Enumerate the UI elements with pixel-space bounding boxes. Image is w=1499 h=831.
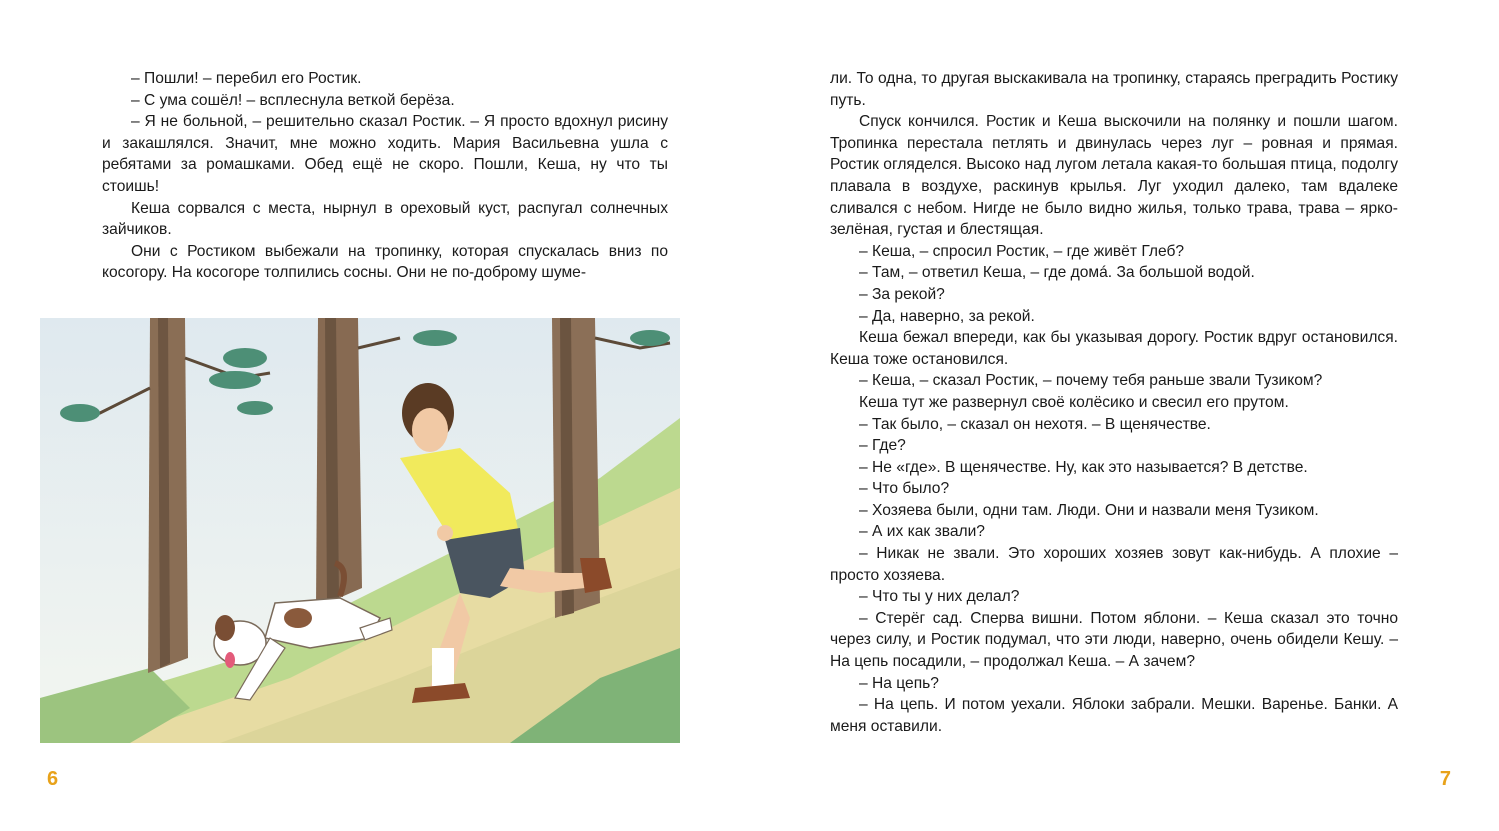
paragraph: – Никак не звали. Это хороших хозяев зовут как-нибудь. А плохие – просто хозяева. [830,545,1403,584]
paragraph: – Что было? [859,480,950,498]
left-page-text [102,68,673,284]
illustration-boy-and-dog-running [40,318,680,743]
page-number: 6 [47,768,59,790]
paragraph: – За рекой? [859,285,945,303]
right-page [750,0,1499,831]
paragraph: Они с Ростиком выбежали на тропинку, которая спускалась вниз по косогору. На косогоре толпились сосны. Они не по-доброму шуме- [102,242,673,282]
paragraph: – Где? [859,437,906,455]
paragraph: – Кеша, – спросил Ростик, – где живёт Глеб? [859,242,1185,260]
paragraph: Спуск кончился. Ростик и Кеша выскочили на полянку и пошли шагом. Тропинка перестала петлять и двинулась через луг – ровная и прямая. Ростик огляделся. Высоко над лугом летала какая-то большая птица, подолгу плавала в воздухе, раскинув крылья. Луг уходил далеко, там вдалеке сливался с небом. Нигде не было видно жилья, только трава, трава – ярко-зелёная, густая и блестящая. [830,113,1403,239]
left-page [0,0,749,831]
paragraph: – Там, – ответил Кеша, – где домá. За большой водой. [859,264,1255,282]
paragraph: ли. То одна, то другая выскакивала на тропинку, стараясь преградить Ростику путь. [830,70,1403,109]
paragraph: – На цепь. И потом уехали. Яблоки забрали. Мешки. Варенье. Банки. А меня оставили. [830,696,1403,735]
right-page-text [830,68,1403,737]
paragraph: – С ума сошёл! – всплеснула веткой берёза. [131,91,455,109]
paragraph: – Хозяева были, одни там. Люди. Они и назвали меня Тузиком. [859,501,1319,519]
page-number: 7 [1439,768,1451,790]
paragraph: – Я не больной, – решительно сказал Ростик. – Я просто вдохнул рисину и закашлялся. Значит, мне можно ходить. Мария Васильевна ушла с ребятами за ромашками. Обед ещё не скоро. Пошли, Кеша, ну что ты стоишь! [102,113,673,195]
paragraph: Кеша бежал впереди, как бы указывая дорогу. Ростик вдруг остановился. Кеша тоже остановился. [830,329,1403,368]
paragraph: – Что ты у них делал? [859,588,1020,606]
paragraph: – На цепь? [859,674,939,692]
paragraph: – Не «где». В щенячестве. Ну, как это называется? В детстве. [859,458,1308,476]
paragraph: Кеша тут же развернул своё колёсико и свесил его прутом. [859,393,1289,411]
paragraph: – Да, наверно, за рекой. [859,307,1035,325]
paragraph: – Кеша, – сказал Ростик, – почему тебя раньше звали Тузиком? [859,372,1323,390]
paragraph: – Пошли! – перебил его Ростик. [131,70,362,87]
paragraph: – Стерёг сад. Сперва вишни. Потом яблони. – Кеша сказал это точно через силу, и Ростик подумал, что эти люди, наверно, очень обидели Кешу. – На цепь посадили, – продолжал Кеша. – А зачем? [830,609,1403,671]
paragraph: – Так было, – сказал он нехотя. – В щенячестве. [859,415,1211,433]
paragraph: Кеша сорвался с места, нырнул в ореховый куст, распугал солнечных зайчиков. [102,199,673,239]
paragraph: – А их как звали? [859,523,985,541]
